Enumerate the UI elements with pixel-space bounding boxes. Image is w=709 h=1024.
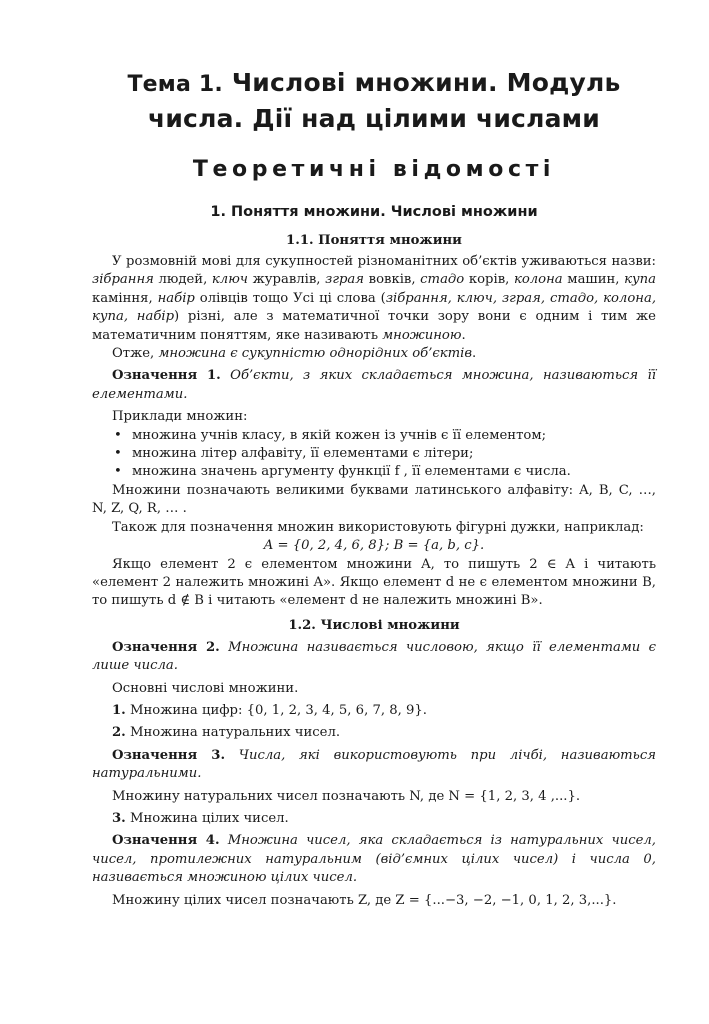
topic-title-line2: числа. Дії над цілими числами <box>147 104 601 133</box>
examples-title: Приклади множин: <box>112 409 248 425</box>
naturals-item: 2. Множина натуральних чисел. <box>112 725 341 741</box>
digits-item: 1. Множина цифр: {0, 1, 2, 3, 4, 5, 6, 7, 8, 9}. <box>112 702 427 718</box>
definition-3: Означення 3. Числа, які використовують при лічбі, називаються натуральними. <box>92 747 656 782</box>
section-heading: 1. Поняття множини. Числові множини <box>210 204 538 220</box>
naturals-notation: Множину натуральних чисел позначають N, де N = {1, 2, 3, 4 ,...}. <box>112 788 581 804</box>
definition-label: Означення 4. <box>112 833 220 849</box>
subsection-heading-1-2: 1.2. Числові множини <box>288 617 460 633</box>
examples-list <box>92 427 656 482</box>
definition-label: Означення 2. <box>112 639 220 655</box>
topic-title-line1: Числові множини. Модуль <box>231 68 621 97</box>
definition-2: Означення 2. Множина називається числовою, якщо її елементами є лише числа. <box>92 639 656 674</box>
intro-paragraph: У розмовній мові для сукупностей різноманітних об’єктів уживаються назви: зібрання людей, ключ журавлів, зграя вовків, стадо корів, колона машин, купа каміння, набір олівців тощо Усі ці слова (зібрання, ключ, зграя, стадо, колона, купа, набір) різні, але з математичної точки зору вони є одним і тим же математичним поняттям, яке називають множиною. <box>92 254 657 343</box>
list-item: • множина значень аргументу функції f , її елементами є числа. <box>92 463 656 481</box>
topic-prefix: Тема 1. <box>127 72 223 97</box>
membership-paragraph: Якщо елемент 2 є елементом множини A, то пишуть 2 ∈ A і читають «елемент 2 належить множині A». Якщо елемент d не є елементом множини B, то пишуть d ∉ B і читають «елемент d не належить множині B». <box>92 556 656 609</box>
definition-4: Означення 4. Множина чисел, яка складається із натуральних чисел, чисел, протилежних натуральним (від’ємних цілих чисел) і числа 0, називається множиною цілих чисел. <box>92 833 656 886</box>
braces-paragraph: Також для позначення множин використовують фігурні дужки, наприклад: <box>112 519 644 535</box>
integers-notation: Множину цілих чисел позначають Z, де Z = {...−3, −2, −1, 0, 1, 2, 3,...}. <box>112 892 617 908</box>
definition-label: Означення 3. <box>112 747 226 763</box>
therefore-paragraph: Отже, множина є сукупністю однорідних об’єктів. <box>112 346 477 362</box>
theory-heading: Теоретичні відомості <box>192 157 556 182</box>
definition-1: Означення 1. Об’єкти, з яких складається множина, називаються її елементами. <box>92 368 656 402</box>
definition-label: Означення 1. <box>112 368 221 384</box>
notation-paragraph: Множини позначають великими буквами латинського алфавіту: A, B, C, …, N, Z, Q, R, … . <box>92 482 656 517</box>
basic-sets-paragraph: Основні числові множини. <box>112 680 299 696</box>
list-item: • множина літер алфавіту, її елементами є літери; <box>92 445 656 463</box>
braces-example: A = {0, 2, 4, 6, 8}; B = {a, b, c}. <box>263 538 485 554</box>
page <box>92 66 656 910</box>
list-item: • множина учнів класу, в якій кожен із учнів є її елементом; <box>92 427 656 445</box>
integers-item: 3. Множина цілих чисел. <box>112 810 289 826</box>
topic-title <box>92 66 656 136</box>
subsection-heading-1-1: 1.1. Поняття множини <box>286 233 462 248</box>
